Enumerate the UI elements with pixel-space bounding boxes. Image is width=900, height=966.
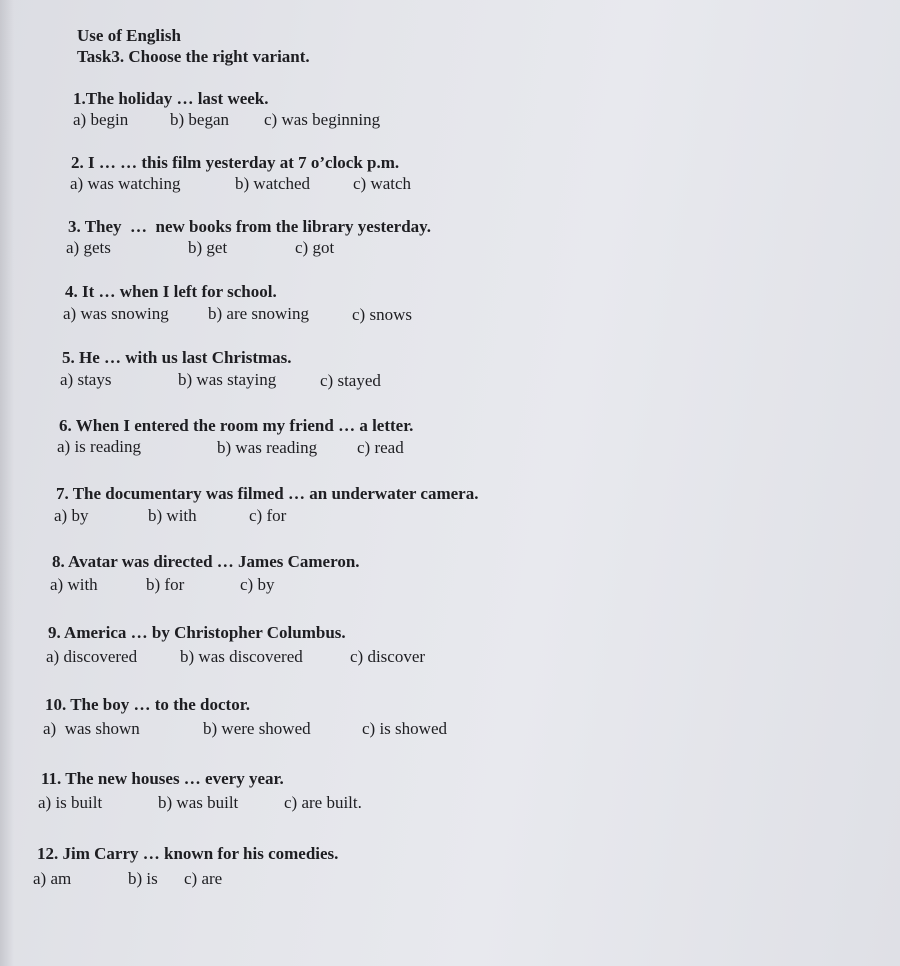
option-8b[interactable]: b) for xyxy=(146,575,185,594)
option-6c[interactable]: c) read xyxy=(357,438,404,457)
option-5c[interactable]: c) stayed xyxy=(320,371,381,390)
option-3a[interactable]: a) gets xyxy=(66,238,111,257)
option-11a[interactable]: a) is built xyxy=(38,793,103,812)
option-8c[interactable]: c) by xyxy=(240,575,275,594)
option-4b[interactable]: b) are snowing xyxy=(208,304,310,323)
option-2b[interactable]: b) watched xyxy=(235,174,311,193)
question-7: 7. The documentary was filmed … an underwater camera. xyxy=(56,484,479,503)
option-11c[interactable]: c) are built. xyxy=(284,793,362,812)
question-12: 12. Jim Carry … known for his comedies. xyxy=(37,844,339,863)
option-2c[interactable]: c) watch xyxy=(353,174,412,193)
option-7c[interactable]: c) for xyxy=(249,506,287,525)
paper-edge-shadow xyxy=(0,0,14,966)
option-9c[interactable]: c) discover xyxy=(350,647,426,666)
option-12c[interactable]: c) are xyxy=(184,869,223,888)
option-6b[interactable]: b) was reading xyxy=(217,438,318,457)
option-7b[interactable]: b) with xyxy=(148,506,197,525)
option-4c[interactable]: c) snows xyxy=(352,305,412,324)
option-9b[interactable]: b) was discovered xyxy=(180,647,303,666)
question-4: 4. It … when I left for school. xyxy=(65,282,277,301)
question-1: 1.The holiday … last week. xyxy=(73,89,269,108)
option-7a[interactable]: a) by xyxy=(54,506,89,525)
option-10c[interactable]: c) is showed xyxy=(362,719,447,738)
question-10: 10. The boy … to the doctor. xyxy=(45,695,250,714)
option-5b[interactable]: b) was staying xyxy=(178,370,277,389)
option-1c[interactable]: c) was beginning xyxy=(264,110,381,129)
option-9a[interactable]: a) discovered xyxy=(46,647,138,666)
option-1b[interactable]: b) began xyxy=(170,110,230,129)
task-instruction: Task3. Choose the right variant. xyxy=(77,47,310,66)
worksheet-title: Use of English xyxy=(77,26,181,45)
question-3: 3. They … new books from the library yesterday. xyxy=(68,217,431,236)
question-8: 8. Avatar was directed … James Cameron. xyxy=(52,552,360,571)
option-3b[interactable]: b) get xyxy=(188,238,228,257)
option-8a[interactable]: a) with xyxy=(50,575,98,594)
option-12b[interactable]: b) is xyxy=(128,869,158,888)
option-4a[interactable]: a) was snowing xyxy=(63,304,169,323)
option-3c[interactable]: c) got xyxy=(295,238,335,257)
option-2a[interactable]: a) was watching xyxy=(70,174,181,193)
option-1a[interactable]: a) begin xyxy=(73,110,129,129)
option-5a[interactable]: a) stays xyxy=(60,370,112,389)
question-2: 2. I … … this film yesterday at 7 o’clock p.m. xyxy=(71,153,400,172)
option-10b[interactable]: b) were showed xyxy=(203,719,311,738)
question-5: 5. He … with us last Christmas. xyxy=(62,348,292,367)
option-12a[interactable]: a) am xyxy=(33,869,72,888)
question-9: 9. America … by Christopher Columbus. xyxy=(48,623,346,642)
question-11: 11. The new houses … every year. xyxy=(41,769,284,788)
option-10a[interactable]: a) was shown xyxy=(43,719,140,738)
option-11b[interactable]: b) was built xyxy=(158,793,239,812)
option-6a[interactable]: a) is reading xyxy=(57,437,142,456)
question-6: 6. When I entered the room my friend … a letter. xyxy=(59,416,414,435)
